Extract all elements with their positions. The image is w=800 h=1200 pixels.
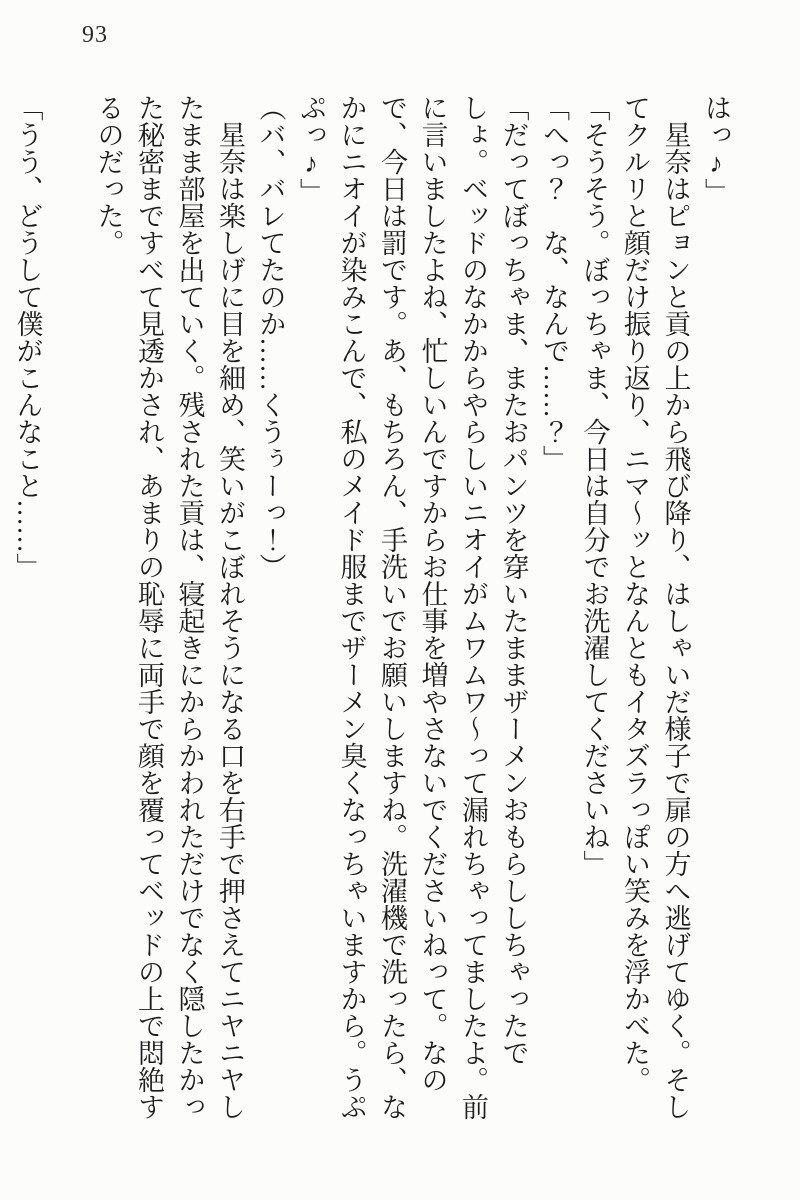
paragraph: 星奈は楽しげに目を細め、笑いがこぼれそうになる口を右手で押さえてニヤニヤしたまま部屋を出ていく。残された貢は、寝起きにからかわれただけでなく隠したかった秘密まですべて見透かされ、あまりの恥辱に両手で顔を覆ってベッドの上で悶絶するのだった。 — [93, 94, 245, 1120]
paragraph: 「へっ？ な、なんで……？」 — [539, 94, 569, 472]
paragraph: 「そうそう。ぼっちゃま、今日は自分でお洗濯してくださいね」 — [579, 94, 610, 877]
paragraph: 「うう、どうして僕がこんなこと……」 — [12, 94, 43, 580]
paragraph: （バ、バレてたのか……くうぅーっ！） — [255, 94, 286, 580]
page-number: 93 — [82, 22, 108, 48]
paragraph: 星奈はピョンと貢の上から飛び降り、はしゃいだ様子で扉の方へ逃げてゆく。そしてクルリと顔だけ振り返り、ニマ〜ッとなんともイタズラっぽい笑みを浮かべた。 — [620, 94, 691, 1120]
paragraph: 「だってぼっちゃま、またおパンツを穿いたままザーメンおもらししちゃったでしょ。ベッドのなかからやらしいニオイがムワムワ〜って漏れちゃってましたよ。前に言いましたよね、忙しいんですからお仕事を増やさないでくださいねって。なので、今日は罰です。あ、もちろん、手洗いでお願いしますね。洗濯機で洗ったら、なかにニオイが染みこんで、私のメイド服までザーメン臭くなっちゃいますから。うぷぷっ♪」 — [296, 94, 529, 1120]
paragraph: はっ♪」 — [701, 94, 731, 205]
text-block — [7, 94, 736, 1122]
